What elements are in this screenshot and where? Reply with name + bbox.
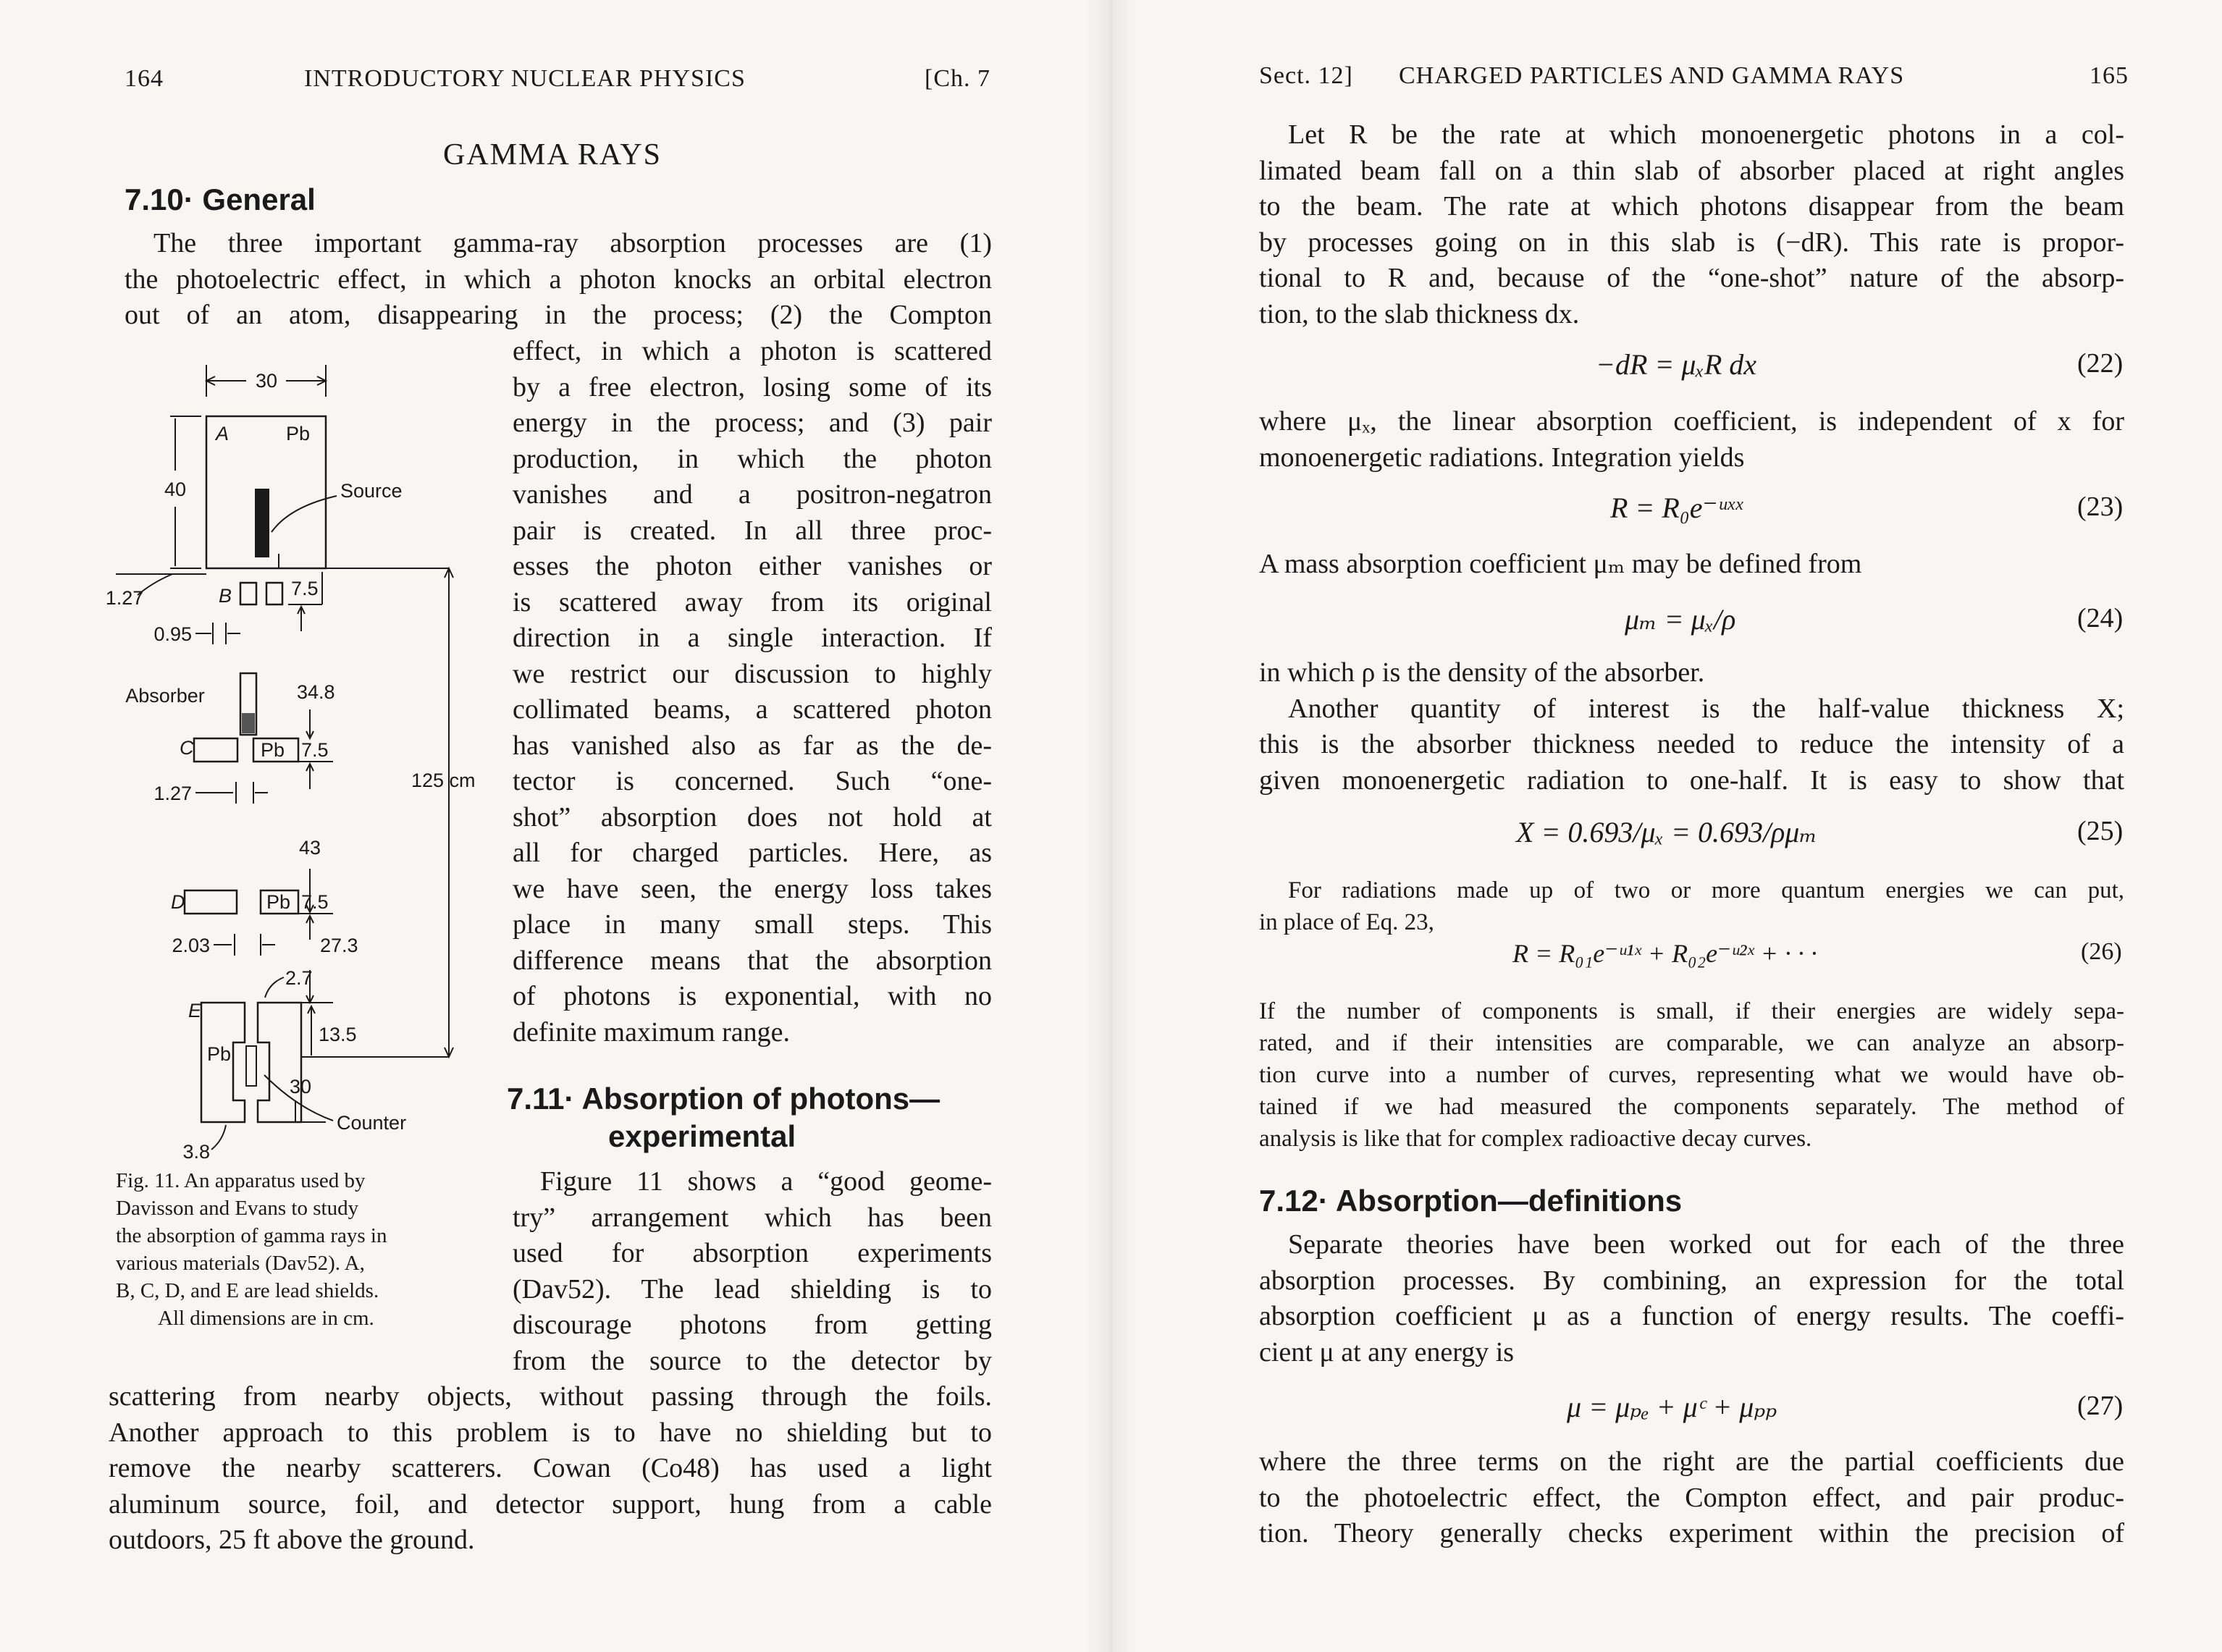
- shield-d-left: [185, 890, 237, 914]
- page-number-right: 165: [2090, 62, 2129, 89]
- text-line: absorption processes. By combining, an expression for the total: [1259, 1265, 2124, 1296]
- text-line: has vanished also as far as the de-: [513, 730, 992, 761]
- text-line: limated beam fall on a thin slab of absorber placed at right angles: [1259, 155, 2124, 186]
- gamma-source: [255, 489, 269, 557]
- text-line: Figure 11 shows a “good geome-: [540, 1166, 992, 1197]
- chapter-label: [Ch. 7: [925, 65, 990, 92]
- text-line: Let R be the rate at which monoenergetic photons in a col-: [1288, 119, 2124, 150]
- section-label: Sect. 12]: [1259, 62, 1353, 89]
- section-title: General: [202, 182, 316, 216]
- pointer: [211, 1125, 226, 1150]
- fig-label: 30: [290, 1076, 312, 1097]
- paragraph-7: [1259, 1227, 2124, 1370]
- full-paragraph-7-11: [109, 1379, 992, 1559]
- text-line: analysis is like that for complex radioactive decay curves.: [1259, 1126, 1812, 1152]
- text-line: shot” absorption does not hold at: [513, 801, 992, 833]
- right-page: [1111, 0, 2222, 1652]
- equation-23: R = R₀e⁻ᵘˣˣ: [1610, 492, 1743, 524]
- text-line: difference means that the absorption: [513, 945, 992, 976]
- fig-label: 13.5: [319, 1024, 357, 1045]
- fig-label: 1.27: [105, 587, 144, 609]
- text-line: vanishes and a positron-negatron: [513, 479, 992, 510]
- text-line: production, in which the photon: [513, 443, 992, 474]
- text-line: place in many small steps. This: [513, 909, 992, 940]
- text-line: scattering from nearby objects, without passing through the foils.: [109, 1381, 992, 1412]
- equation-27: μ = μₚₑ + μᶜ + μₚₚ: [1567, 1391, 1777, 1423]
- fig-label: Pb: [286, 423, 311, 444]
- text-line: A mass absorption coefficient μₘ may be defined from: [1259, 549, 1862, 579]
- text-line: energy in the process; and (3) pair: [513, 408, 992, 438]
- text-line: Another approach to this problem is to have no shielding but to: [109, 1417, 992, 1448]
- shield-c-left: [194, 738, 237, 762]
- fig-label: Absorber: [125, 685, 205, 707]
- section-title: Absorption of photons—: [581, 1082, 940, 1116]
- paragraph-5: [1259, 875, 2124, 938]
- fig-label: Pb: [207, 1043, 232, 1065]
- fig-label: 3.8: [182, 1141, 210, 1163]
- equation-number-23: (23): [2077, 492, 2124, 522]
- text-line: the photoelectric effect, in which a photon knocks an orbital electron: [125, 264, 992, 295]
- fig-label: 0.95: [153, 623, 192, 645]
- text-line: Separate theories have been worked out for each of the three: [1288, 1229, 2124, 1260]
- section-number: 7.12·: [1259, 1184, 1329, 1218]
- equation-25: X = 0.693/μₓ = 0.693/ρμₘ: [1516, 816, 1817, 848]
- fig-label: 7.5: [301, 739, 329, 761]
- text-line: monoenergetic radiations. Integration yields: [1259, 442, 1745, 473]
- column-paragraph-7-11: [513, 1164, 992, 1379]
- text-line: tional to R and, because of the “one-shot” nature of the absorp-: [1259, 263, 2124, 293]
- text-line: definite maximum range.: [513, 1016, 791, 1048]
- text-line: outdoors, 25 ft above the ground.: [109, 1525, 475, 1555]
- text-line: tion. Theory generally checks experiment within the precision of: [1259, 1518, 2124, 1548]
- fig-label: 27.3: [320, 935, 358, 956]
- running-title-right: CHARGED PARTICLES AND GAMMA RAYS: [1399, 62, 1905, 89]
- text-line: aluminum source, foil, and detector support, hung from a cable: [109, 1488, 992, 1520]
- text-line: we have seen, the energy loss takes: [513, 873, 992, 904]
- section-number: 7.10·: [125, 182, 194, 216]
- text-line: to the beam. The rate at which photons disappear from the beam: [1259, 191, 2124, 222]
- text-line: in which ρ is the density of the absorber.: [1259, 657, 1705, 688]
- text-line: effect, in which a photon is scattered: [513, 336, 992, 366]
- text-line: by a free electron, losing some of its: [513, 371, 992, 403]
- running-title-left: INTRODUCTORY NUCLEAR PHYSICS: [304, 65, 746, 92]
- fig-label: 1.27: [153, 783, 192, 804]
- fig-label: Pb: [261, 739, 285, 761]
- text-line: in place of Eq. 23,: [1259, 909, 1434, 935]
- fig-label: 34.8: [297, 681, 335, 703]
- shield-b-left: [240, 583, 256, 604]
- shield-b-right: [266, 583, 282, 604]
- text-line: given monoenergetic radiation to one-half. It is easy to show that: [1259, 764, 2124, 796]
- fig-label: 40: [164, 479, 187, 500]
- column-paragraph-7-10: [513, 334, 992, 1050]
- source-pointer: [272, 496, 337, 532]
- text-line: For radiations made up of two or more quantum energies we can put,: [1288, 877, 2124, 903]
- text-line: Another quantity of interest is the half-value thickness X;: [1288, 693, 2124, 724]
- text-line: we restrict our discussion to highly: [513, 658, 992, 689]
- caption-line: All dimensions are in cm.: [158, 1307, 374, 1330]
- text-line: tion, to the slab thickness dx.: [1259, 298, 1580, 329]
- fig-label: B: [219, 585, 232, 607]
- equation-number-27: (27): [2077, 1391, 2124, 1421]
- text-line: where the three terms on the right are the partial coefficients due: [1259, 1446, 2124, 1477]
- caption-line: Fig. 11. An apparatus used by: [116, 1169, 366, 1192]
- part-title: GAMMA RAYS: [443, 138, 662, 172]
- fig-label: 2.03: [172, 935, 210, 956]
- text-line: is scattered away from its original: [513, 586, 992, 618]
- paragraph-1: [1259, 117, 2124, 332]
- text-line: discourage photons from getting: [513, 1310, 992, 1340]
- section-7-12-heading: [1259, 1184, 1682, 1218]
- text-line: cient μ at any energy is: [1259, 1336, 1515, 1367]
- paragraph-2: [1259, 404, 2124, 476]
- text-line: collimated beams, a scattered photon: [513, 694, 992, 725]
- text-line: absorption coefficient μ as a function of energy results. The coeffi-: [1259, 1301, 2124, 1331]
- text-line: where μₓ, the linear absorption coefficient, is independent of x for: [1259, 406, 2124, 437]
- text-line: tion curve into a number of curves, representing what we would have ob-: [1259, 1062, 2124, 1088]
- paragraph-8: [1259, 1444, 2124, 1552]
- text-line: by processes going on in this slab is (−dR). This rate is propor-: [1259, 227, 2124, 258]
- fig-label: D: [171, 891, 185, 913]
- section-7-10-heading: [125, 182, 316, 217]
- text-line: The three important gamma-ray absorption processes are (1): [153, 228, 992, 258]
- fig-label: C: [180, 737, 194, 759]
- counter-crystal: [246, 1046, 256, 1086]
- text-line: to the photoelectric effect, the Compton effect, and pair produc-: [1259, 1482, 2124, 1513]
- fig-label: 43: [298, 837, 321, 859]
- section-number: 7.11·: [507, 1082, 575, 1116]
- text-line: direction in a single interaction. If: [513, 623, 992, 653]
- fig-label: Source: [340, 480, 403, 502]
- fig-label: 30: [255, 370, 278, 392]
- equation-number-25: (25): [2077, 816, 2124, 846]
- figure-11-diagram: [105, 355, 507, 1173]
- fig-label: 125 cm: [411, 770, 476, 791]
- text-line: used for absorption experiments: [513, 1238, 992, 1268]
- fig-label: 2.7: [285, 967, 313, 989]
- text-line: esses the photon either vanishes or: [513, 551, 992, 581]
- fig-label: Counter: [337, 1112, 407, 1134]
- section-7-11-heading-cont: experimental: [608, 1119, 796, 1153]
- text-line: rated, and if their intensities are comparable, we can analyze an absorp-: [1259, 1030, 2124, 1056]
- text-line: (Dav52). The lead shielding is to: [513, 1273, 992, 1305]
- equation-26: R = R₀₁e⁻ᵘ¹ˣ + R₀₂e⁻ᵘ²ˣ + · · ·: [1512, 939, 1817, 968]
- fig-label: Pb: [266, 891, 291, 913]
- text-line: this is the absorber thickness needed to reduce the intensity of a: [1259, 729, 2124, 759]
- absorber-foil: [242, 713, 255, 733]
- equation-24: μₘ = μₓ/ρ: [1625, 603, 1736, 636]
- paragraph-6: [1259, 995, 2124, 1155]
- section-7-11-heading: [507, 1082, 940, 1116]
- caption-line: Davisson and Evans to study: [116, 1197, 359, 1220]
- text-line: try” arrangement which has been: [513, 1202, 992, 1233]
- text-line: remove the nearby scatterers. Cowan (Co48) has used a light: [109, 1453, 992, 1483]
- text-line: If the number of components is small, if their energies are widely sepa-: [1259, 998, 2124, 1024]
- text-line: all for charged particles. Here, as: [513, 838, 992, 868]
- caption-line: B, C, D, and E are lead shields.: [116, 1279, 379, 1302]
- fig-label: E: [188, 1000, 202, 1021]
- text-line: tector is concerned. Such “one-: [513, 766, 992, 796]
- caption-line: the absorption of gamma rays in: [116, 1224, 387, 1247]
- paragraph-4: [1259, 655, 2124, 798]
- text-line: from the source to the detector by: [513, 1345, 992, 1376]
- section-title: Absorption—definitions: [1335, 1184, 1683, 1218]
- fig-label: 7.5: [291, 578, 319, 599]
- pointer: [265, 977, 284, 998]
- text-line: out of an atom, disappearing in the process; (2) the Compton: [125, 300, 992, 330]
- equation-number-24: (24): [2077, 603, 2124, 633]
- text-line: tained if we had measured the components separately. The method of: [1259, 1094, 2124, 1120]
- text-line: of photons is exponential, with no: [513, 981, 992, 1011]
- equation-number-22: (22): [2077, 348, 2124, 379]
- paragraph-3: [1259, 547, 2124, 583]
- page-number-left: 164: [125, 65, 164, 92]
- figure-11-caption: [116, 1167, 478, 1332]
- caption-line: various materials (Dav52). A,: [116, 1252, 365, 1275]
- equation-number-26: (26): [2081, 938, 2122, 965]
- fig-label: 7.5: [301, 891, 329, 913]
- fig-label: A: [216, 423, 230, 444]
- equation-22: −dR = μₓR dx: [1596, 348, 1757, 381]
- text-line: pair is created. In all three proc-: [513, 515, 992, 546]
- intro-paragraph: [125, 226, 992, 334]
